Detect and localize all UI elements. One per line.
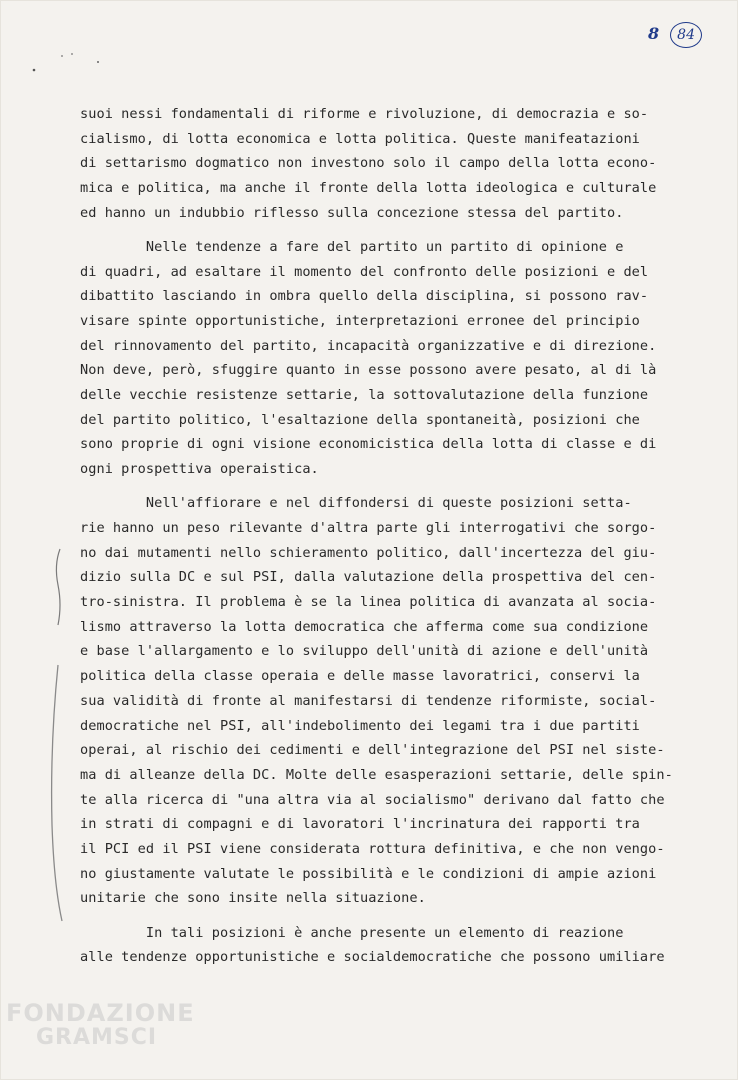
text-line: di quadri, ad esaltare il momento del confronto delle posizioni e del bbox=[80, 263, 649, 280]
text-line: ma di alleanze della DC. Molte delle esasperazioni settarie, delle spin- bbox=[80, 766, 673, 783]
text-line: unitarie che sono insite nella situazione. bbox=[80, 890, 426, 907]
text-line: In tali posizioni è anche presente un elemento di reazione bbox=[80, 924, 624, 941]
text-line: lismo attraverso la lotta democratica che afferma come sua condizione bbox=[80, 618, 649, 635]
text-line: ed hanno un indubbio riflesso sulla concezione stessa del partito. bbox=[80, 204, 624, 221]
circled-page-number: 84 bbox=[670, 22, 702, 48]
paragraph-1 bbox=[80, 106, 698, 229]
text-line: alle tendenze opportunistiche e socialdemocratiche che possono umiliare bbox=[80, 949, 665, 966]
text-line: in strati di compagni e di lavoratori l'incrinatura dei rapporti tra bbox=[80, 816, 640, 833]
text-line: mica e politica, ma anche il fronte della lotta ideologica e culturale bbox=[80, 180, 657, 197]
text-line: suoi nessi fondamentali di riforme e rivoluzione, di democrazia e so- bbox=[80, 106, 649, 122]
text-line: cialismo, di lotta economica e lotta politica. Queste manifeatazioni bbox=[80, 130, 640, 147]
paper-specks bbox=[28, 52, 108, 76]
text-line: visare spinte opportunistiche, interpretazioni erronee del principio bbox=[80, 313, 640, 329]
text-line: sono proprie di ogni visione economicistica della lotta di classe e di bbox=[80, 436, 657, 453]
typed-text-body bbox=[80, 106, 698, 974]
watermark-line-2: GRAMSCI bbox=[36, 1025, 158, 1051]
text-line: e base l'allargamento e lo sviluppo dell'unità di azione e dell'unità bbox=[80, 643, 649, 660]
text-line: sua validità di fronte al manifestarsi di tendenze riformiste, social- bbox=[80, 692, 657, 709]
archive-watermark bbox=[6, 1000, 195, 1051]
text-line: delle vecchie resistenze settarie, la sottovalutazione della funzione bbox=[80, 387, 649, 404]
text-line: del rinnovamento del partito, incapacità organizzative e di direzione. bbox=[80, 337, 657, 354]
paragraph-3 bbox=[80, 495, 698, 915]
text-line: rie hanno un peso rilevante d'altra parte gli interrogativi che sorgo- bbox=[80, 520, 657, 536]
text-line: no dai mutamenti nello schieramento politico, dall'incertezza del giu- bbox=[80, 544, 657, 561]
paragraph-4 bbox=[80, 925, 698, 974]
text-line: ogni prospettiva operaistica. bbox=[80, 461, 319, 478]
text-line: Non deve, però, sfuggire quanto in esse possono avere pesato, al di là bbox=[80, 362, 657, 379]
text-line: dibattito lasciando in ombra quello della disciplina, si possono rav- bbox=[80, 288, 649, 305]
text-line: operai, al rischio dei cedimenti e dell'integrazione del PSI nel siste- bbox=[80, 742, 665, 759]
page-number bbox=[648, 22, 702, 48]
text-line: Nell'affiorare e nel diffondersi di queste posizioni setta- bbox=[80, 495, 632, 512]
text-line: il PCI ed il PSI viene considerata rottura definitiva, e che non vengo- bbox=[80, 840, 665, 857]
watermark-line-1: FONDAZIONE bbox=[6, 999, 195, 1027]
text-line: tro-sinistra. Il problema è se la linea politica di avanzata al socia- bbox=[80, 594, 657, 611]
text-line: politica della classe operaia e delle masse lavoratrici, conservi la bbox=[80, 668, 640, 685]
paragraph-2 bbox=[80, 239, 698, 486]
text-line: no giustamente valutate le possibilità e le condizioni di ampie azioni bbox=[80, 865, 657, 882]
text-line: Nelle tendenze a fare del partito un partito di opinione e bbox=[80, 238, 624, 255]
text-line: te alla ricerca di "una altra via al socialismo" derivano dal fatto che bbox=[80, 791, 665, 808]
margin-pencil-mark bbox=[40, 545, 70, 925]
text-line: di settarismo dogmatico non investono solo il campo della lotta econo- bbox=[80, 155, 657, 172]
typed-page-number: 8 bbox=[647, 24, 660, 43]
text-line: dizio sulla DC e sul PSI, dalla valutazione della prospettiva del cen- bbox=[80, 569, 657, 586]
text-line: democratiche nel PSI, all'indebolimento dei legami tra i due partiti bbox=[80, 717, 640, 734]
text-line: del partito politico, l'esaltazione della spontaneità, posizioni che bbox=[80, 411, 640, 428]
